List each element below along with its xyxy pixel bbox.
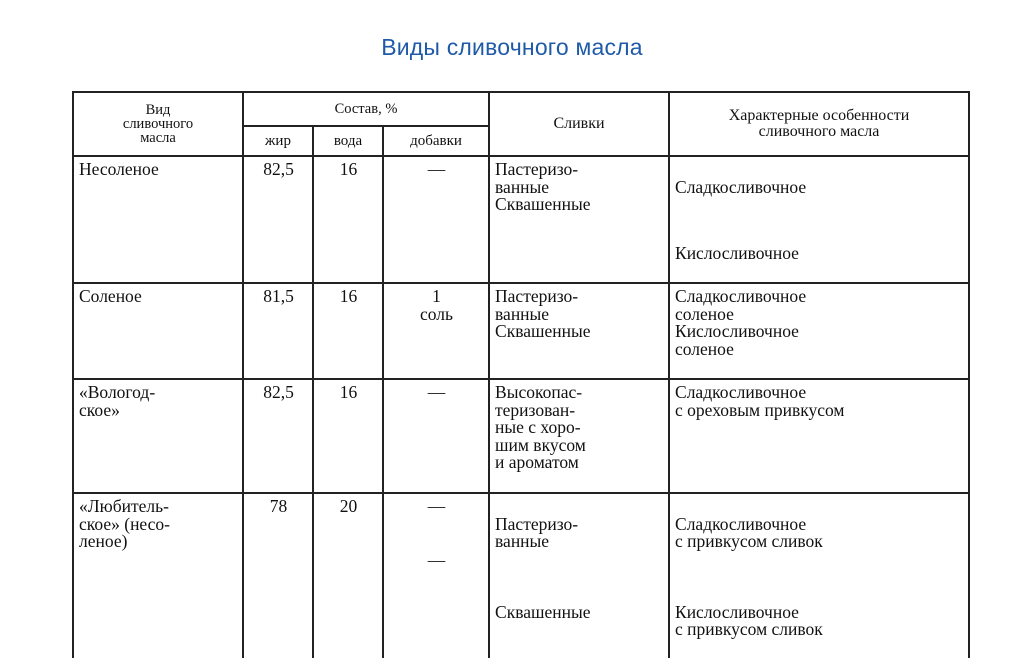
cell-cream: Высокопас- теризован- ные с хоро- шим вкусом и ароматом	[489, 379, 669, 493]
cell-water: 16	[313, 379, 383, 493]
cell-type: «Вологод- ское»	[73, 379, 243, 493]
table-row	[73, 156, 969, 283]
features-line-2: Кислосливочное	[675, 243, 799, 263]
cell-cream: Пастеризо- ванные Сквашенные	[489, 156, 669, 283]
cell-type: «Любитель- ское» (несо- леное)	[73, 493, 243, 658]
header-water: вода	[313, 126, 383, 156]
features-line-1: Сладкосливочное с привкусом сливок	[675, 513, 823, 551]
cell-fat: 78	[243, 493, 313, 658]
cream-line-1: Пастеризо- ванные	[495, 513, 579, 551]
cell-features: Сладкосливочное соленое Кислосливочное соленое	[669, 283, 969, 379]
header-cream: Сливки	[489, 92, 669, 156]
cell-fat: 82,5	[243, 156, 313, 283]
cell-features	[669, 156, 969, 283]
slide-title: Виды сливочного масла	[381, 34, 643, 60]
cell-water: 16	[313, 283, 383, 379]
header-composition: Состав, %	[243, 92, 489, 126]
cell-features: Сладкосливочное с ореховым привкусом	[669, 379, 969, 493]
cell-water: 20	[313, 493, 383, 658]
cell-additives: —	[383, 379, 489, 493]
header-fat: жир	[243, 126, 313, 156]
header-features: Характерные особенности сливочного масла	[669, 92, 969, 156]
cell-type: Соленое	[73, 283, 243, 379]
cell-fat: 81,5	[243, 283, 313, 379]
cell-type: Несоленое	[73, 156, 243, 283]
header-additives: добавки	[383, 126, 489, 156]
table-row	[73, 379, 969, 493]
cell-fat: 82,5	[243, 379, 313, 493]
cell-additives: —	[383, 156, 489, 283]
table-row	[73, 283, 969, 379]
additives-line-2: —	[427, 549, 446, 570]
header-type: Вид сливочного масла	[73, 92, 243, 156]
cell-water: 16	[313, 156, 383, 283]
butter-types-table	[72, 91, 970, 658]
cell-additives: 1 соль	[383, 283, 489, 379]
features-line-2: Кислосливочное с привкусом сливок	[675, 601, 823, 639]
additives-line-1: —	[427, 496, 446, 516]
features-line-1: Сладкосливочное	[675, 176, 807, 197]
butter-types-table-wrapper	[72, 91, 968, 639]
cell-cream: Пастеризо- ванные Сквашенные	[489, 283, 669, 379]
cream-line-2: Сквашенные	[495, 601, 591, 622]
